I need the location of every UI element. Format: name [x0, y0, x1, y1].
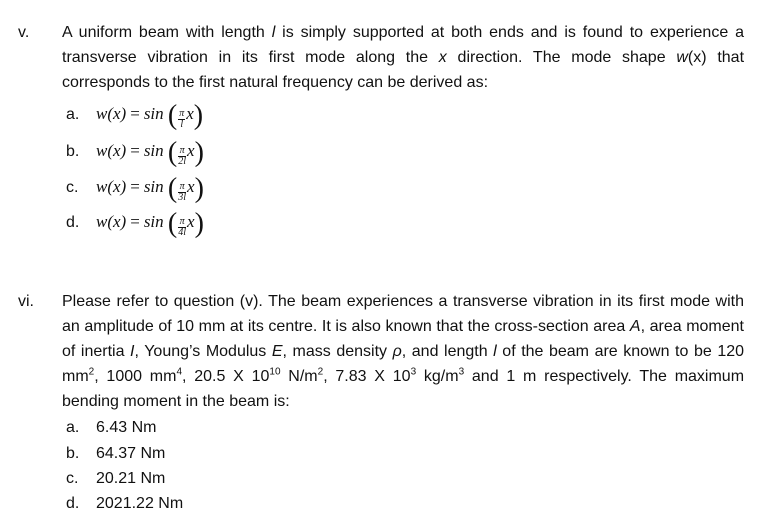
question-v-option-d: d. w(x) = sin ( $\frac{\pi}{4l}$ x) [66, 208, 204, 239]
question-number-v: v. [18, 24, 30, 41]
question-vi-option-a: a. 6.43 Nm [66, 419, 157, 436]
question-v-option-b: b. w(x) = sin ( $\frac{\pi}{2l}$ x) [66, 137, 204, 168]
question-vi-option-b: b. 64.37 Nm [66, 445, 166, 462]
question-v-option-a: a. w(x) = sin ( $\frac{\pi}{l}$ x) [66, 100, 204, 131]
question-number-vi: vi. [18, 293, 34, 310]
question-v-option-c: c. w(x) = sin ( $\frac{\pi}{3l}$ x) [66, 173, 204, 204]
question-vi-text: Please refer to question (v). The beam experiences a transverse vibration in its first mode with an amplitude of 10 mm at its centre. It is also known that the cross-section area A, area moment of inertia I, Young’s Modulus E, mass density ρ, and length l of the beam are known to be 120 $mm^2$, 1000 $mm^4$, 20.5 X $10^{10}$ $N/m^2$, 7.83 X $10^3$ $kg/m^3$ and 1 m respectively. The maximum bending moment in the beam is: [62, 293, 745, 410]
question-v-text: A uniform beam with length l is simply supported at both ends and is found to experience a transverse vibration in its first mode along the x direction. The mode shape w(x) that corresponds to the first natural frequency can be derived as: [62, 24, 745, 91]
question-vi-option-d: d. 2021.22 Nm [66, 495, 184, 512]
question-vi-option-c: c. 20.21 Nm [66, 470, 166, 487]
